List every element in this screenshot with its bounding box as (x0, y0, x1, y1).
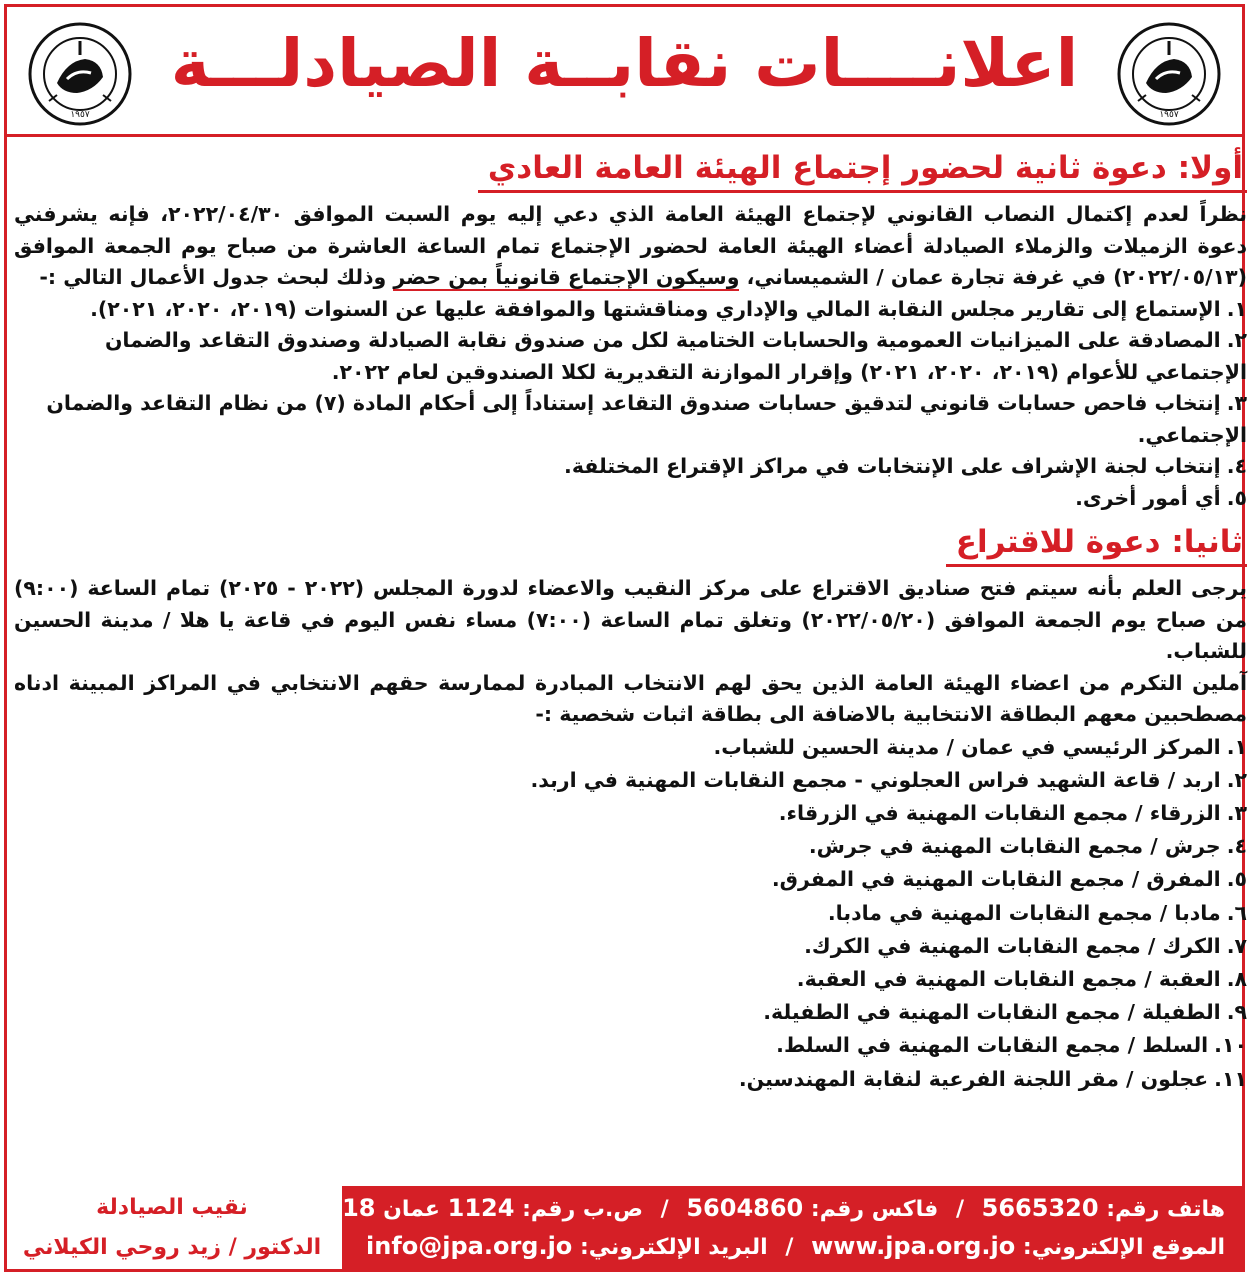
pobox-label: ص.ب رقم: (522, 1197, 643, 1222)
section2-para1: يرجى العلم بأنه سيتم فتح صناديق الاقتراع على مركز النقيب والاعضاء لدورة المجلس (٢٠٢٢ - ٢٠٢٥) تمام الساعة (٩:٠٠) من صباح يوم الجمعة الموافق (٢٠٢٢/٠٥/٢٠) وتغلق تمام الساعة (٧:٠٠) مساء نفس اليوم في قاعة يا هلا / مدينة الحسين للشباب. (14, 576, 1247, 663)
polling-centers-list (14, 731, 1247, 1096)
list-item: ١٠.السلط / مجمع النقابات المهنية في السلط. (776, 1033, 1247, 1058)
syndicate-logo-icon (1116, 21, 1222, 127)
list-item: ١.المركز الرئيسي في عمان / مدينة الحسين للشباب. (713, 734, 1247, 759)
svg-text:١٩٥٧: ١٩٥٧ (70, 110, 90, 120)
list-item: ٦.مادبا / مجمع النقابات المهنية في مادبا. (827, 900, 1247, 925)
website-label: الموقع الإلكتروني: (1022, 1235, 1225, 1260)
contact-line-phone (291, 1190, 1225, 1228)
list-item: ٩.الطفيلة / مجمع النقابات المهنية في الطفيلة. (763, 1000, 1247, 1025)
header (7, 7, 1242, 135)
email-link[interactable]: info@jpa.org.jo (366, 1232, 573, 1260)
list-item: ٣.الزرقاء / مجمع النقابات المهنية في الزرقاء. (778, 800, 1247, 825)
contact-line-web (360, 1228, 1225, 1266)
city: عمان (383, 1197, 440, 1222)
list-item: ٢.اربد / قاعة الشهيد فراس العجلوني - مجمع النقابات المهنية في اربد. (530, 767, 1247, 792)
fax-number: 5604860 (686, 1194, 804, 1222)
signature-name: الدكتور / زيد روحي الكيلاني (22, 1235, 322, 1260)
postal-code: 11118 (291, 1194, 376, 1222)
section1-heading: أولا: دعوة ثانية لحضور إجتماع الهيئة العامة العادي (478, 148, 1247, 193)
list-item: ٢.المصادقة على الميزانيات العمومية والحسابات الختامية لكل من صندوق نقابة الصيادلة وصندوق التقاعد والضمان الإجتماعي للأعوام (٢٠١٩، ٢٠٢٠، ٢٠٢١) وإقرار الموازنة التقديرية لكلا الصندوقين لعام ٢٠٢٢. (104, 328, 1247, 384)
separator: / (660, 1197, 669, 1222)
header-title: اعلانــــات نقابــة الصيادلـــة (170, 25, 1079, 102)
list-item: ١.الإستماع إلى تقارير مجلس النقابة المالي والإداري ومناقشتها والموافقة عليها عن السنوات (٢٠١٩، ٢٠٢٠، ٢٠٢١). (90, 296, 1247, 321)
fax-label: فاكس رقم: (810, 1197, 939, 1222)
intro-text: نظراً لعدم إكتمال النصاب القانوني لإجتماع الهيئة العامة الذي دعي إليه يوم السبت الموافق ٢٠٢٢/٠٤/٣٠، فإنه يشرفني دعوة الزميلات والزملاء الصيادلة أعضاء الهيئة العامة لحضور الإجتماع تمام الساعة العاشرة من صباح يوم الجمعة الموافق (٢٠٢٢/٠٥/١٣) في غرفة تجارة عمان / الشميساني، (14, 202, 1247, 289)
separator: / (785, 1235, 794, 1260)
list-item: ١١.عجلون / مقر اللجنة الفرعية لنقابة المهندسين. (738, 1066, 1247, 1091)
list-item: ٤.إنتخاب لجنة الإشراف على الإنتخابات في مراكز الإقتراع المختلفة. (564, 454, 1247, 478)
list-item: ٧.الكرك / مجمع النقابات المهنية في الكرك. (804, 933, 1247, 958)
agenda-list (14, 294, 1247, 515)
website-link[interactable]: www.jpa.org.jo (811, 1232, 1016, 1260)
pobox-number: 1124 (447, 1194, 515, 1222)
list-item: ٥.المفرق / مجمع النقابات المهنية في المفرق. (771, 867, 1247, 892)
header-divider (7, 134, 1242, 137)
section2-para2: آملين التكرم من اعضاء الهيئة العامة الذين يحق لهم الانتخاب المبادرة لممارسة حقهم الانتخابي في المراكز المبينة ادناه مصطحبين معهم البطاقة الانتخابية بالاضافة الى بطاقة اثبات شخصية :- (14, 670, 1247, 726)
announcement-body (14, 140, 1247, 1096)
contact-bar (291, 1186, 1243, 1270)
signature-title: نقيب الصيادلة (96, 1195, 248, 1220)
separator: / (955, 1197, 964, 1222)
intro-underlined-text: وسيكون الإجتماع قانونياً بمن حضر (393, 265, 740, 289)
svg-text:١٩٥٧: ١٩٥٧ (1159, 110, 1179, 120)
list-item: ٣.إنتخاب فاحص حسابات قانوني لتدقيق حسابات صندوق التقاعد إستناداً إلى أحكام المادة (٧) من نظام التقاعد والضمان الإجتماعي. (46, 391, 1247, 447)
phone-number[interactable]: 5665320 (981, 1194, 1099, 1222)
email-label: البريد الإلكتروني: (579, 1235, 768, 1260)
section2-heading: ثانيا: دعوة للاقتراع (946, 522, 1247, 567)
list-item: ٤.جرش / مجمع النقابات المهنية في جرش. (808, 834, 1247, 859)
list-item: ٨.العقبة / مجمع النقابات المهنية في العقبة. (796, 966, 1247, 991)
syndicate-logo-icon (27, 21, 133, 127)
list-item: ٥.أي أمور أخرى. (1075, 485, 1247, 510)
section1-intro (14, 199, 1247, 294)
intro-text-end: وذلك لبحث جدول الأعمال التالي :- (39, 265, 394, 289)
phone-label: هاتف رقم: (1106, 1197, 1225, 1222)
signature-block (12, 1188, 332, 1268)
